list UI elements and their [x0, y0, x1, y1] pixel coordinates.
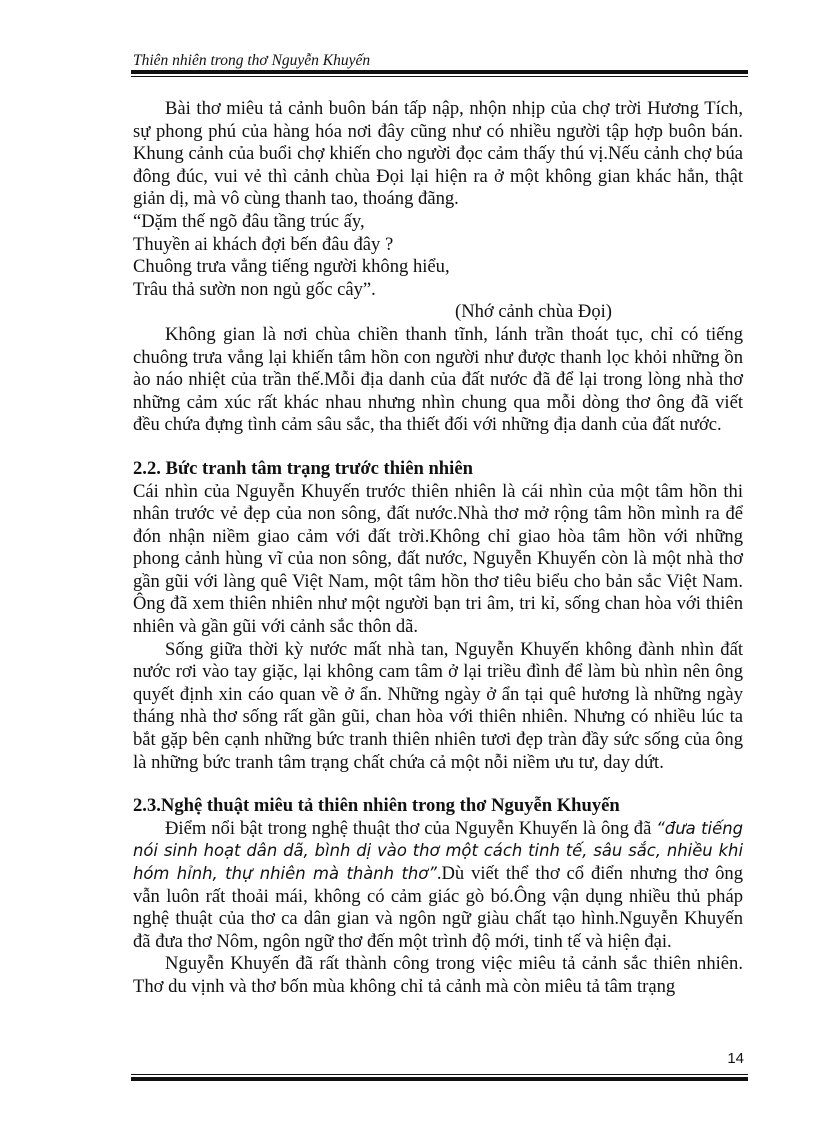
poem-line: “Dặm thế ngõ đâu tầng trúc ấy, — [133, 210, 365, 232]
page-number: 14 — [727, 1050, 744, 1067]
header-rule-thin — [131, 76, 748, 77]
paragraph-lead-text: Điểm nổi bật trong nghệ thuật thơ của Nguyễn Khuyến là ông đã — [165, 817, 657, 839]
section-heading-2-2: 2.2. Bức tranh tâm trạng trước thiên nhiên — [133, 457, 473, 479]
section-2-2-paragraph-2: Sống giữa thời kỳ nước mất nhà tan, Nguyễn Khuyến không đành nhìn đất nước rơi vào tay giặc, lại không cam tâm ở lại triều đình để làm bù nhìn nên ông quyết định xin cáo quan về ở ẩn. Những ngày ở ẩn tại quê hương là những ngày tháng nhà thơ sống rất gần gũi, chan hòa với thiên nhiên. Nhưng có nhiều lúc ta bắt gặp bên cạnh những bức tranh thiên nhiên tươi đẹp tràn đầy sức sống của ông là những bức tranh tâm trạng chất chứa cả một nỗi niềm ưu tư, day dứt. — [133, 638, 743, 773]
section-2-3-paragraph-2: Nguyễn Khuyến đã rất thành công trong việc miêu tả cảnh sắc thiên nhiên. Thơ du vịnh và thơ bốn mùa không chỉ tả cảnh mà còn miêu tả tâm trạng — [133, 953, 743, 997]
page-body — [133, 98, 743, 999]
footer-rule — [131, 1074, 748, 1081]
intro-paragraph-after: Không gian là nơi chùa chiền thanh tĩnh, lánh trần thoát tục, chỉ có tiếng chuông trưa vẳng lại khiến tâm hồn con người như được thanh lọc khỏi những ồn ào náo nhiệt của trần thế.Mỗi địa danh của đất nước đã để lại trong lòng nhà thơ những cảm xúc rất khác nhau nhưng nhìn chung qua mỗi dòng thơ ông đã viết đều chứa đựng tình cảm sâu sắc, tha thiết đối với những địa danh của đất nước. — [133, 323, 743, 436]
section-2-2-paragraph-1: Cái nhìn của Nguyễn Khuyến trước thiên nhiên là cái nhìn của một tâm hồn thi nhân trước vẻ đẹp của non sông, đất nước.Nhà thơ mở rộng tâm hồn mình ra để đón nhận niềm giao cảm với đất trời.Không chỉ giao hòa tâm hồn với những phong cảnh hùng vĩ của non sông, đất nước, Nguyễn Khuyến còn là một nhà thơ gần gũi với làng quê Việt Nam, một tâm hồn thơ tiêu biểu cho bản sắc Việt Nam. Ông đã xem thiên nhiên như một người bạn tri âm, tri kỉ, sống chan hòa với thiên nhiên và gần gũi với cảnh sắc thôn dã. — [133, 480, 743, 638]
inline-quote: “đưa tiếng nói sinh hoạt dân dã, bình dị vào thơ một cách tinh tế, sâu sắc, nhiều khi hóm hỉnh, thự nhiên mà thành thơ” — [133, 818, 743, 883]
poem-line: Thuyền ai khách đợi bến đâu đây ? — [133, 233, 394, 255]
footer-rule-thick — [131, 1077, 748, 1081]
poem-line: Trâu thả sườn non ngủ gốc cây”. — [133, 278, 376, 300]
header-rule-thick — [131, 70, 748, 74]
running-header: Thiên nhiên trong thơ Nguyễn Khuyến — [133, 52, 371, 69]
poem-source: (Nhớ cảnh chùa Đọi) — [455, 301, 612, 323]
footer-rule-thin — [131, 1074, 748, 1075]
section-heading-2-3: 2.3.Nghệ thuật miêu tả thiên nhiên trong thơ Nguyễn Khuyến — [133, 795, 620, 817]
intro-paragraph: Bài thơ miêu tả cảnh buôn bán tấp nập, nhộn nhịp của chợ trời Hương Tích, sự phong phú của hàng hóa nơi đây cũng như có nhiều người tập hợp buôn bán. Khung cảnh của buổi chợ khiến cho người đọc cảm thấy thú vị.Nếu cảnh chợ búa đông đúc, vui vẻ thì cảnh chùa Đọi lại hiện ra ở một không gian khác hẳn, thật giản dị, mà vô cùng thanh tao, thoáng đãng. — [133, 98, 743, 210]
paragraph-rest-text: .Dù viết thể thơ cổ điển nhưng thơ ông vẫn luôn rất thoải mái, không có cảm giác gò bó.Ông vận dụng nhiều thủ pháp nghệ thuật của thơ ca dân gian và ngôn ngữ giàu chất tạo hình.Nguyễn Khuyến đã đưa thơ Nôm, ngôn ngữ thơ đến một trình độ mới, tinh tế và hiện đại. — [133, 863, 744, 952]
section-2-3-paragraph-1 — [133, 818, 743, 954]
poem-line: Chuông trưa vẳng tiếng người không hiểu, — [133, 256, 450, 278]
header-rule — [131, 70, 748, 77]
